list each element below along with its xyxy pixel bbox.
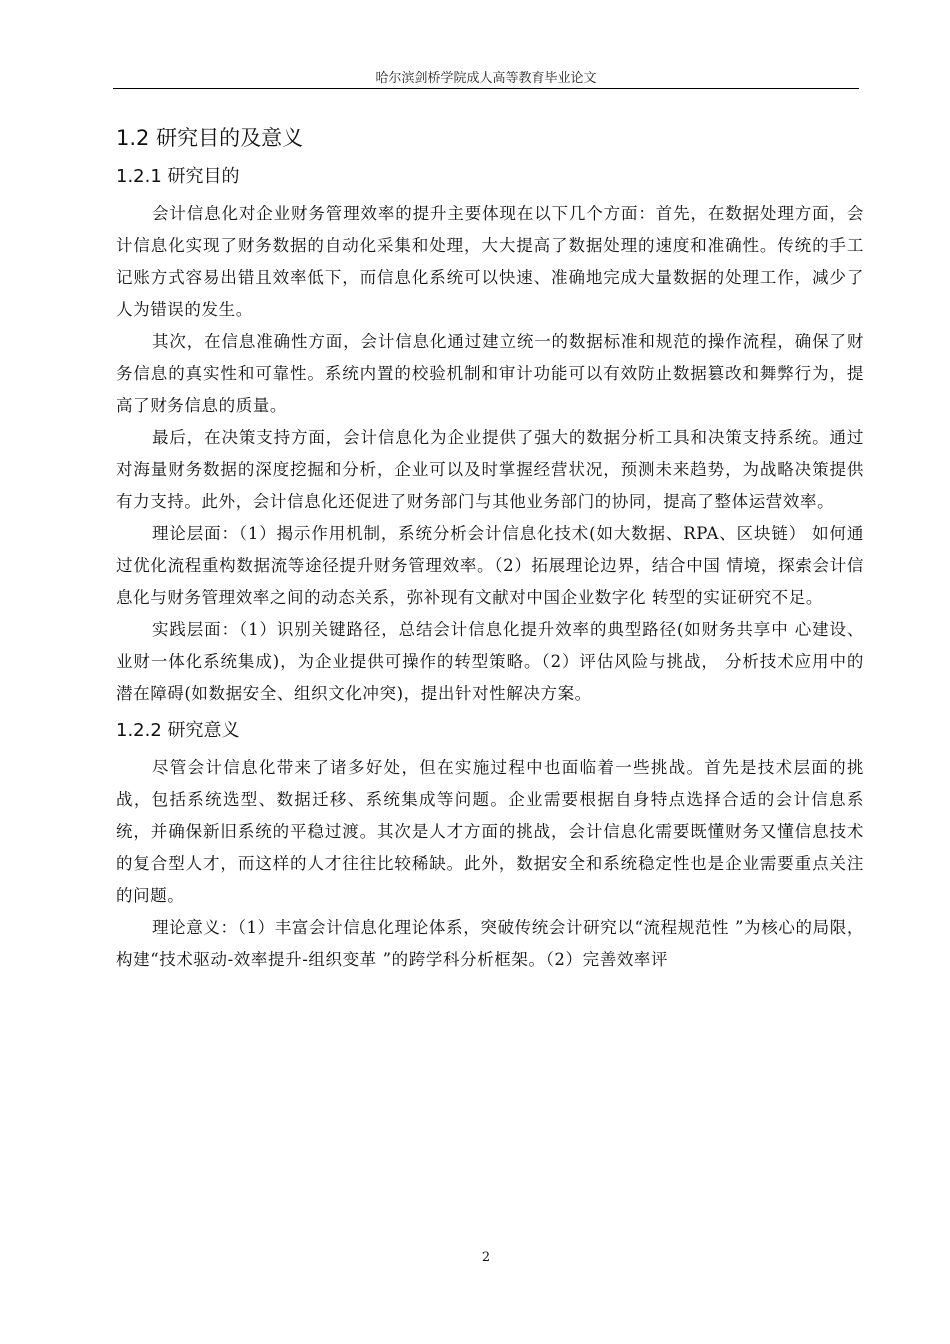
paragraph: 理论意义：（1）丰富会计信息化理论体系，突破传统会计研究以“流程规范性 ”为核心的局限，构建“技术驱动-效率提升-组织变革 ”的跨学科分析框架。（2）完善效率评 [116, 918, 864, 969]
subsection-heading-purpose: 1.2.1 研究目的 [116, 166, 240, 187]
subsection-heading-significance: 1.2.2 研究意义 [116, 720, 240, 741]
paragraph: 理论层面：（1）揭示作用机制，系统分析会计信息化技术(如大数据、RPA、区块链） 如何通过优化流程重构数据流等途径提升财务管理效率。（2）拓展理论边界，结合中国 情境，探索会计信息化与财务管理效率之间的动态关系，弥补现有文献对中国企业数字化 转型的实证研究不足。 [116, 524, 864, 607]
paragraph: 实践层面：（1）识别关键路径，总结会计信息化提升效率的典型路径(如财务共享中 心建设、业财一体化系统集成)，为企业提供可操作的转型策略。（2）评估风险与挑战， 分析技术应用中的潜在障碍(如数据安全、组织文化冲突)，提出针对性解决方案。 [116, 620, 864, 703]
paragraph: 尽管会计信息化带来了诸多好处，但在实施过程中也面临着一些挑战。首先是技术层面的挑战，包括系统选型、数据迁移、系统集成等问题。企业需要根据自身特点选择合适的会计信息系统，并确保新旧系统的平稳过渡。其次是人才方面的挑战，会计信息化需要既懂财务又懂信息技术的复合型人才，而这样的人才往往比较稀缺。此外，数据安全和系统稳定性也是企业需要重点关注的问题。 [116, 758, 864, 905]
paragraph: 会计信息化对企业财务管理效率的提升主要体现在以下几个方面：首先，在数据处理方面，会计信息化实现了财务数据的自动化采集和处理，大大提高了数据处理的速度和准确性。传统的手工记账方式容易出错且效率低下，而信息化系统可以快速、准确地完成大量数据的处理工作，减少了人为错误的发生。 [116, 204, 864, 319]
running-header: 哈尔滨剑桥学院成人高等教育毕业论文 [375, 71, 597, 86]
page-body [116, 120, 864, 976]
page-number: 2 [481, 1250, 491, 1265]
paragraph: 其次，在信息准确性方面，会计信息化通过建立统一的数据标准和规范的操作流程，确保了财务信息的真实性和可靠性。系统内置的校验机制和审计功能可以有效防止数据篡改和舞弊行为，提高了财务信息的质量。 [116, 332, 864, 415]
paragraph: 最后，在决策支持方面，会计信息化为企业提供了强大的数据分析工具和决策支持系统。通过对海量财务数据的深度挖掘和分析，企业可以及时掌握经营状况，预测未来趋势，为战略决策提供有力支持。此外，会计信息化还促进了财务部门与其他业务部门的协同，提高了整体运营效率。 [116, 428, 864, 511]
section-heading: 1.2 研究目的及意义 [116, 126, 304, 150]
header-divider [113, 88, 859, 89]
